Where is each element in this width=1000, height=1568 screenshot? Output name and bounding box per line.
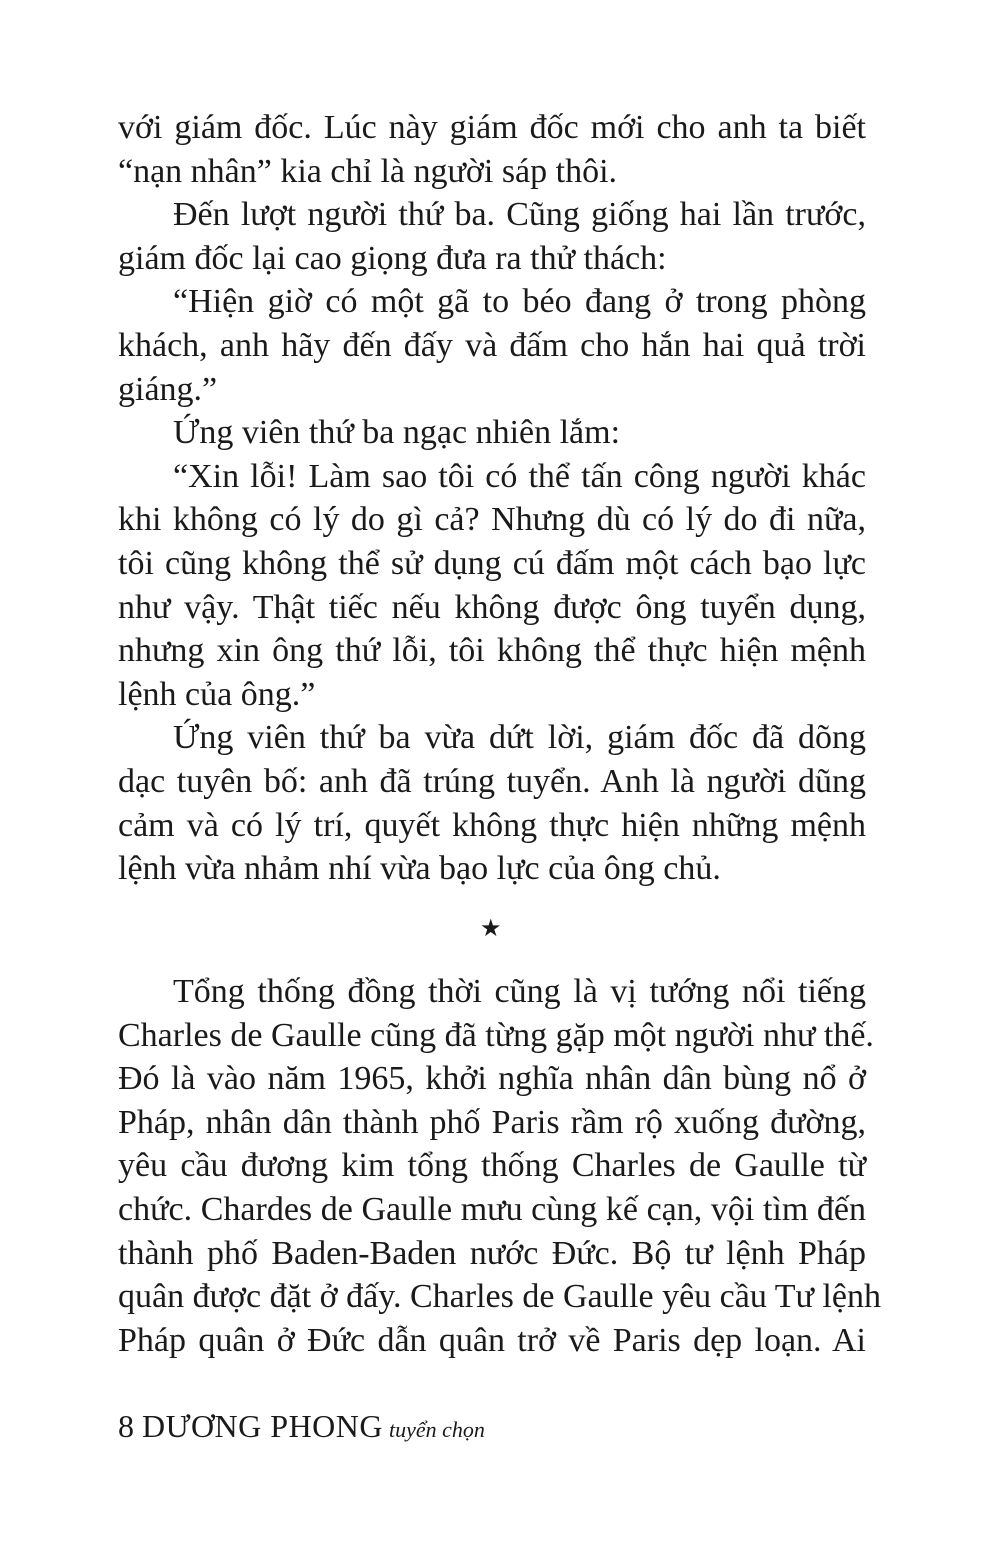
text-line: quân được đặt ở đấy. Charles de Gaulle yêu cầu Tư lệnh: [118, 1278, 881, 1316]
paragraph: [118, 970, 881, 1362]
text-line: Pháp, nhân dân thành phố Paris rầm rộ xuống đường,: [118, 1103, 866, 1141]
text-line: khi không có lý do gì cả? Nhưng dù có lý do đi nữa,: [118, 501, 866, 539]
text-line: Pháp quân ở Đức dẫn quân trở về Paris dẹp loạn. Ai: [118, 1321, 866, 1359]
text-line: Ứng viên thứ ba ngạc nhiên lắm:: [173, 414, 621, 452]
text-line: như vậy. Thật tiếc nếu không được ông tuyển dụng,: [118, 588, 866, 626]
text-line: “nạn nhân” kia chỉ là người sáp thôi.: [118, 152, 618, 190]
text-line: Tổng thống đồng thời cũng là vị tướng nổi tiếng: [173, 973, 866, 1010]
text-line: Đến lượt người thứ ba. Cũng giống hai lần trước,: [173, 196, 866, 234]
footer-tag: tuyển chọn: [389, 1417, 485, 1442]
paragraph: [118, 193, 866, 280]
text-block-top: [118, 106, 866, 891]
paragraph: [118, 411, 866, 455]
text-line: nhưng xin ông thứ lỗi, tôi không thể thực hiện mệnh: [118, 632, 866, 670]
paragraph: [118, 280, 866, 411]
section-separator: ★: [480, 916, 502, 942]
text-line: yêu cầu đương kim tổng thống Charles de Gaulle từ: [118, 1147, 866, 1185]
text-line: “Hiện giờ có một gã to béo đang ở trong phòng: [173, 283, 866, 321]
text-line: cảm và có lý trí, quyết không thực hiện những mệnh: [118, 806, 866, 844]
page-number: 8: [118, 1408, 134, 1444]
paragraph: [118, 455, 866, 717]
text-line: giám đốc lại cao giọng đưa ra thử thách:: [118, 239, 667, 277]
text-block-bottom: [118, 970, 881, 1362]
text-line: tôi cũng không thể sử dụng cú đấm một cách bạo lực: [118, 544, 866, 582]
text-line: lệnh vừa nhảm nhí vừa bạo lực của ông chủ.: [118, 850, 721, 888]
page-footer: [118, 1406, 485, 1450]
footer-author: DƯƠNG PHONG: [142, 1408, 383, 1444]
text-line: Đó là vào năm 1965, khởi nghĩa nhân dân bùng nổ ở: [118, 1060, 866, 1098]
text-line: giáng.”: [118, 370, 218, 408]
text-line: Charles de Gaulle cũng đã từng gặp một người như thế.: [118, 1016, 874, 1054]
text-line: với giám đốc. Lúc này giám đốc mới cho anh ta biết: [118, 109, 866, 146]
text-line: Ứng viên thứ ba vừa dứt lời, giám đốc đã dõng: [173, 719, 866, 757]
text-line: “Xin lỗi! Làm sao tôi có thể tấn công người khác: [173, 457, 866, 495]
text-line: thành phố Baden-Baden nước Đức. Bộ tư lệnh Pháp: [118, 1234, 866, 1272]
text-line: dạc tuyên bố: anh đã trúng tuyển. Anh là người dũng: [118, 762, 866, 800]
paragraph: [118, 716, 866, 890]
paragraph: [118, 106, 866, 193]
text-line: chức. Chardes de Gaulle mưu cùng kế cạn, vội tìm đến: [118, 1190, 866, 1228]
text-line: lệnh của ông.”: [118, 675, 316, 713]
text-line: khách, anh hãy đến đấy và đấm cho hắn hai quả trời: [118, 326, 866, 364]
